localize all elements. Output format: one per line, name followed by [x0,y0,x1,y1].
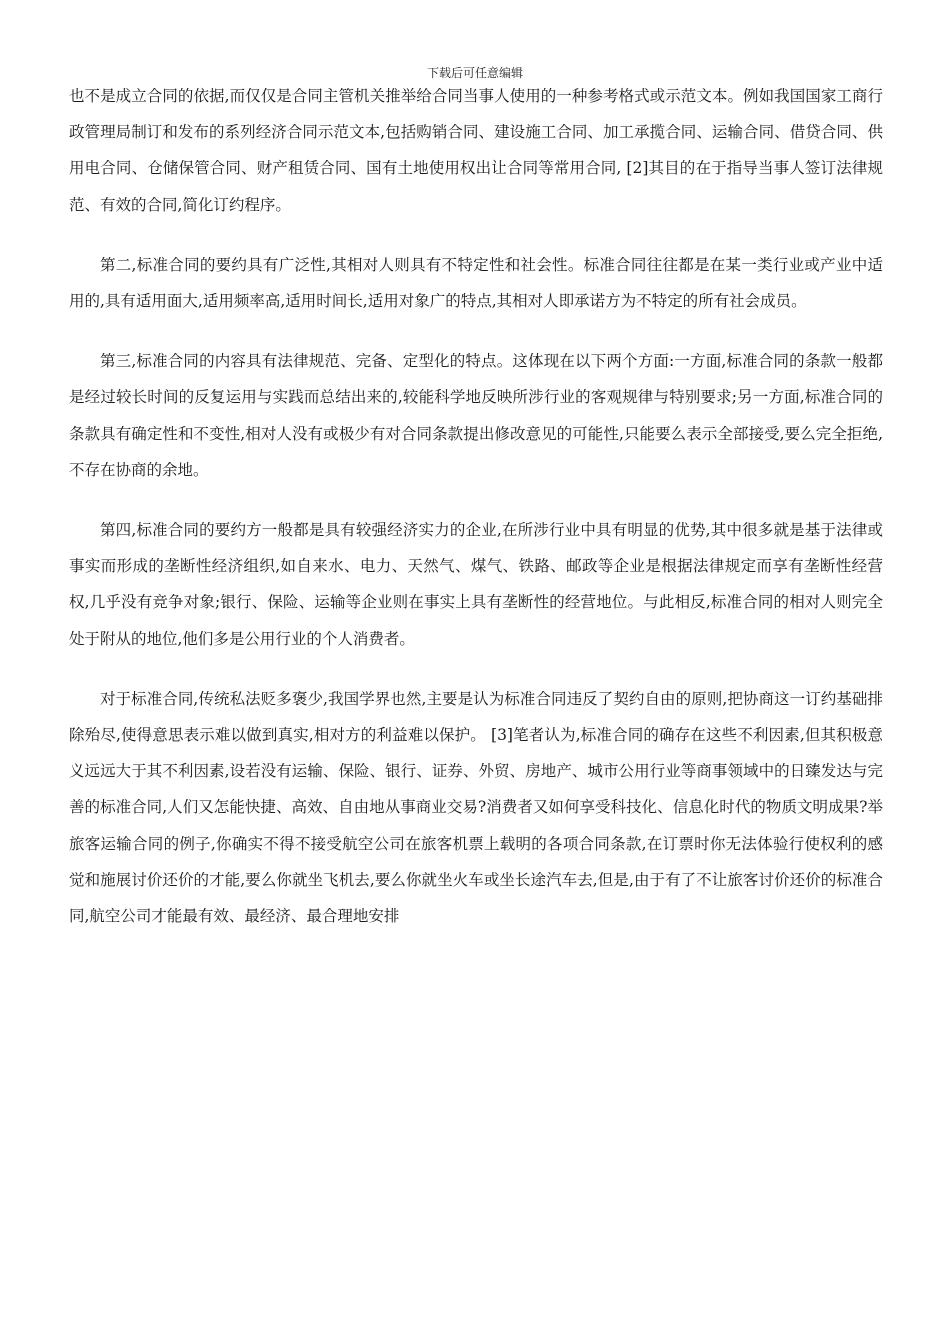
document-body [69,78,883,958]
paragraph-third-point: 第三,标准合同的内容具有法律规范、完备、定型化的特点。这体现在以下两个方面:一方面,标准合同的条款一般都是经过较长时间的反复运用与实践而总结出来的,较能科学地反映所涉行业的客观规律与特别要求;另一方面,标准合同的条款具有确定性和不变性,相对人没有或极少有对合同条款提出修改意见的可能性,只能要么表示全部接受,要么完全拒绝,不存在协商的余地。 [69,352,883,479]
paragraph-fourth-point: 第四,标准合同的要约方一般都是具有较强经济实力的企业,在所涉行业中具有明显的优势,其中很多就是基于法律或事实而形成的垄断性经济组织,如自来水、电力、天然气、煤气、铁路、邮政等企业是根据法律规定而享有垄断性经营权,几乎没有竞争对象;银行、保险、运输等企业则在事实上具有垄断性的经营地位。与此相反,标准合同的相对人则完全处于附从的地位,他们多是公用行业的个人消费者。 [69,521,883,648]
paragraph-continuation: 也不是成立合同的依据,而仅仅是合同主管机关推举给合同当事人使用的一种参考格式或示范文本。例如我国国家工商行政管理局制订和发布的系列经济合同示范文本,包括购销合同、建设施工合同、加工承揽合同、运输合同、借贷合同、供用电合同、仓储保管合同、财产租赁合同、国有土地使用权出让合同等常用合同, [2]其目的在于指导当事人签订法律规范、有效的合同,简化订约程序。 [69,87,883,214]
page-header: 下载后可任意编辑 [426,66,523,80]
paragraph-second-point: 第二,标准合同的要约具有广泛性,其相对人则具有不特定性和社会性。标准合同往往都是在某一类行业或产业中适用的,具有适用面大,适用频率高,适用时间长,适用对象广的特点,其相对人即承诺方为不特定的所有社会成员。 [69,255,883,311]
paragraph-author-opinion: 对于标准合同,传统私法贬多褒少,我国学界也然,主要是认为标准合同违反了契约自由的原则,把协商这一订约基础排除殆尽,使得意思表示难以做到真实,相对方的利益难以保护。 [3]笔者认为,标准合同的确存在这些不利因素,但其积极意义远远大于其不利因素,设若没有运输、保险、银行、证券、外贸、房地产、城市公用行业等商事领域中的日臻发达与完善的标准合同,人们又怎能快捷、高效、自由地从事商业交易?消费者又如何享受科技化、信息化时代的物质文明成果?举旅客运输合同的例子,你确实不得不接受航空公司在旅客机票上载明的各项合同条款,在订票时你无法体验行使权利的感觉和施展讨价还价的才能,要么你就坐飞机去,要么你就坐火车或坐长途汽车去,但是,由于有了不让旅客讨价还价的标准合同,航空公司才能最有效、最经济、最合理地安排 [69,689,883,926]
